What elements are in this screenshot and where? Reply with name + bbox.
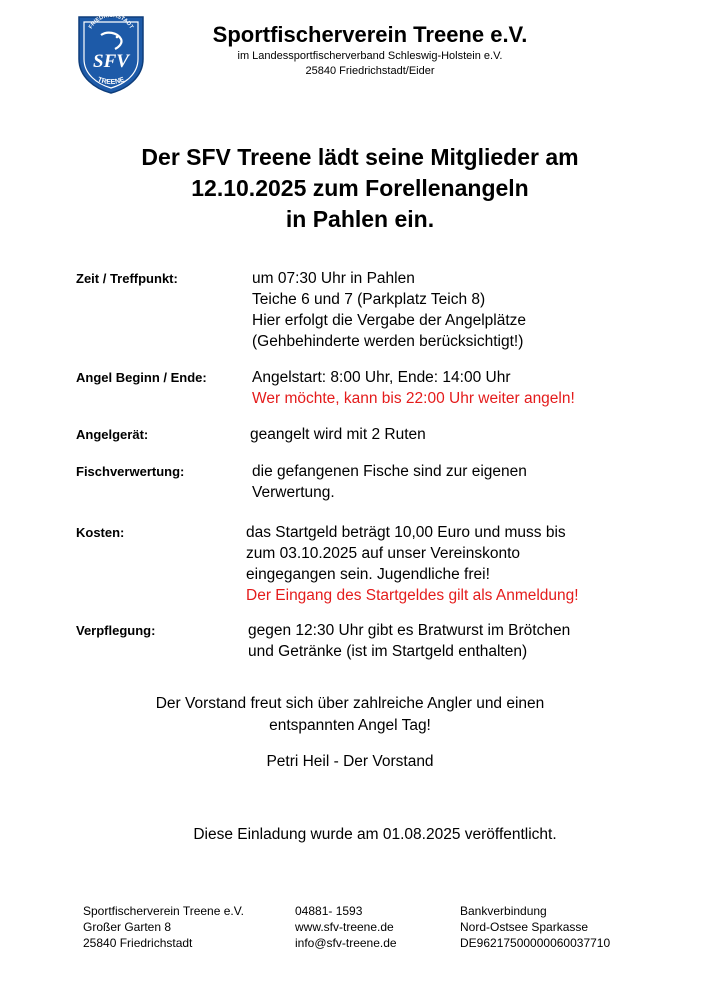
detail-label: Angel Beginn / Ende: <box>76 370 207 385</box>
detail-line-highlight: Wer möchte, kann bis 22:00 Uhr weiter angeln! <box>252 390 575 407</box>
footer-address <box>83 903 244 951</box>
footer-iban: DE96217500000060037710 <box>460 936 611 950</box>
detail-line: um 07:30 Uhr in Pahlen <box>252 270 415 287</box>
detail-line: Verwertung. <box>252 484 335 501</box>
address-line: 25840 Friedrichstadt/Eider <box>305 65 435 77</box>
club-name: Sportfischerverein Treene e.V. <box>212 22 528 47</box>
signoff: Petri Heil - Der Vorstand <box>266 753 434 770</box>
detail-line: Angelstart: 8:00 Uhr, Ende: 14:00 Uhr <box>252 369 511 386</box>
logo-bottom-text: TREENE <box>96 76 126 87</box>
footer-address-line: Sportfischerverein Treene e.V. <box>83 904 244 918</box>
detail-line: das Startgeld beträgt 10,00 Euro und muss bis <box>246 524 566 541</box>
headline-line-1: Der SFV Treene lädt seine Mitglieder am <box>141 144 579 170</box>
detail-value <box>246 522 646 606</box>
headline-line-2: 12.10.2025 zum Forellenangeln <box>191 175 529 201</box>
footer-bank <box>460 903 610 951</box>
detail-line: Hier erfolgt die Vergabe der Angelplätze <box>252 312 527 329</box>
footer-website: www.sfv-treene.de <box>295 920 394 934</box>
detail-value <box>248 620 648 662</box>
invitation-headline <box>40 142 680 235</box>
logo-top-text: FRIEDRICHSTADT <box>87 15 135 31</box>
detail-line: (Gehbehinderte werden berücksichtigt!) <box>252 333 524 350</box>
footer-contact <box>295 903 397 951</box>
detail-line: gegen 12:30 Uhr gibt es Bratwurst im Brötchen <box>248 622 571 639</box>
footer-address-line: 25840 Friedrichstadt <box>83 936 193 950</box>
detail-label: Verpflegung: <box>76 623 156 638</box>
detail-line-highlight: Der Eingang des Startgeldes gilt als Anmeldung! <box>246 587 579 604</box>
footer-email: info@sfv-treene.de <box>295 936 397 950</box>
footer-bank-line: Nord-Ostsee Sparkasse <box>460 920 589 934</box>
closing-line-1: Der Vorstand freut sich über zahlreiche Angler und einen <box>155 695 545 712</box>
club-logo <box>77 15 145 95</box>
closing-message <box>90 693 610 737</box>
detail-line: zum 03.10.2025 auf unser Vereinskonto <box>246 545 521 562</box>
detail-value <box>252 268 652 352</box>
closing-line-2: entspannten Angel Tag! <box>269 717 431 734</box>
headline-line-3: in Pahlen ein. <box>285 206 435 232</box>
detail-label: Angelgerät: <box>76 427 149 442</box>
detail-value <box>250 424 650 445</box>
logo-monogram: SFV <box>93 51 129 72</box>
detail-line: die gefangenen Fische sind zur eigenen <box>252 463 527 480</box>
detail-label: Fischverwertung: <box>76 464 185 479</box>
footer-bank-line: Bankverbindung <box>460 904 547 918</box>
footer-phone: 04881- 1593 <box>295 904 363 918</box>
detail-line: Teiche 6 und 7 (Parkplatz Teich 8) <box>252 291 486 308</box>
detail-line: und Getränke (ist im Startgeld enthalten) <box>248 643 528 660</box>
club-subtitle <box>180 49 560 79</box>
detail-label: Zeit / Treffpunkt: <box>76 271 178 286</box>
detail-line: geangelt wird mit 2 Ruten <box>250 426 426 443</box>
footer-address-line: Großer Garten 8 <box>83 920 172 934</box>
detail-value <box>252 367 652 409</box>
detail-line: eingegangen sein. Jugendliche frei! <box>246 566 490 583</box>
detail-value <box>252 461 652 503</box>
published-note: Diese Einladung wurde am 01.08.2025 veröffentlicht. <box>193 826 557 843</box>
detail-label: Kosten: <box>76 525 125 540</box>
association-line: im Landessportfischerverband Schleswig-Holstein e.V. <box>237 50 503 62</box>
